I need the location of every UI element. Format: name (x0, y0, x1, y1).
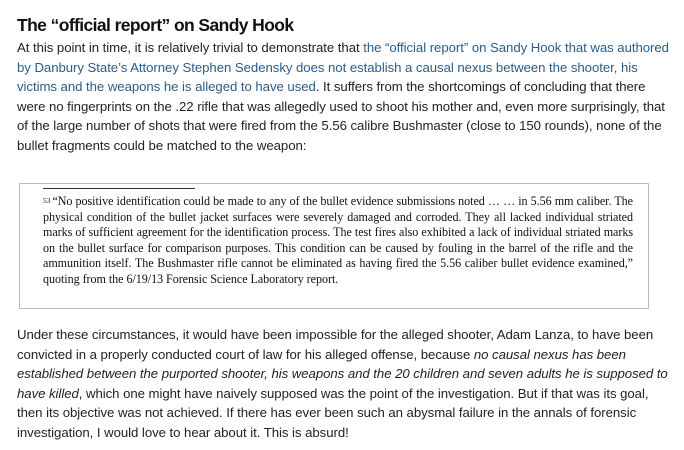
paragraph-conclusion (17, 325, 669, 443)
footnote-text (43, 194, 633, 288)
footnote-body: “No positive identification could be made to any of the bullet evidence submissions noted … … in 5.56 mm caliber. The physical condition of the bullet jacket surfaces were severely damaged and corroded. They all lacked individual striated marks of sufficient agreement for the identification process. The test fires also exhibited a lack of individual striated marks on the bullet surface for comparison purposes. This condition can be caused by fouling in the barrel of the rifle and the ammunition itself. The Bushmaster rifle cannot be eliminated as having fired the 5.56 caliber bullet evidence examined,” quoting from the 6/19/13 Forensic Science Laboratory report. (43, 194, 633, 286)
official-report-link[interactable]: the “official report” on Sandy Hook that was authored by Danbury State’s Attorney Stephen Sedensky does not establish a causal nexus between the shooter, his victims and the weapons he is alleged to have used (17, 40, 669, 95)
paragraph-intro (17, 38, 669, 156)
footnote-quote-box (19, 183, 649, 309)
paragraph-intro-text: At this point in time, it is relatively trivial to demonstrate that (17, 40, 364, 55)
paragraph-intro-rest: . It suffers from the shortcomings of concluding that there were no fingerprints on the .22 rifle that was allegedly used to shoot his mother and, even more surprisingly, that of the large number of shots that were fired from the 5.56 calibre Bushmaster (close to 150 rounds), none of the bullet fragments could be matched to the weapon: (17, 79, 665, 153)
article-heading: The “official report” on Sandy Hook (17, 15, 294, 35)
footnote-rule (43, 188, 195, 189)
paragraph-conclusion-rest: , which one might have naively supposed was the point of the investigation. But if that was its goal, then its objective was not achieved. If there has ever been such an abysmal failure in the annals of forensic investigation, I would love to hear about it. This is absurd! (17, 385, 649, 440)
footnote-number: 53 (43, 196, 51, 205)
paragraph-conclusion-text: Under these circumstances, it would have been impossible for the alleged shooter, Adam Lanza, to have been convicted in a properly conducted court of law for his alleged offense, because (17, 327, 654, 362)
paragraph-conclusion-emphasis: no causal nexus has been established between the purported shooter, his weapons and the 20 children and seven adults he is supposed to have killed (17, 346, 668, 401)
